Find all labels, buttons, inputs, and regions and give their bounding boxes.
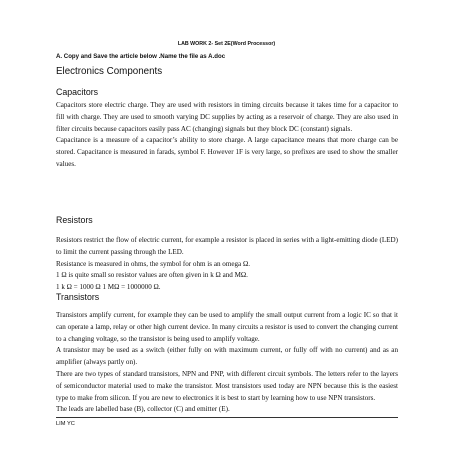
section-body-capacitors xyxy=(56,100,398,171)
paragraph: Resistors restrict the flow of electric current, for example a resistor is placed in series with a light-emitting diode (LED) to limit the current passing through the LED. xyxy=(56,236,398,256)
paragraph: 1 Ω is quite small so resistor values are often given in k Ω and MΩ. xyxy=(56,271,248,280)
paragraph: Capacitance is a measure of a capacitor’s ability to store charge. A large capacitance means that more charge can be stored. Capacitance is measured in farads, symbol F. However 1F is very large, so prefixes are used to show the smaller values. xyxy=(56,136,398,168)
paragraph: A transistor may be used as a switch (either fully on with maximum current, or fully off with no current) and as an amplifier (always partly on). xyxy=(56,346,398,367)
instruction-line: A. Copy and Save the article below .Name the file as A.doc xyxy=(56,53,226,60)
footer-author: LIM YC xyxy=(56,421,75,427)
footer-divider xyxy=(56,417,398,418)
paragraph: Transistors amplify current, for example they can be used to amplify the small output current from a logic IC so that it can operate a lamp, relay or other high current device. In many circuits a resistor is used to convert the changing current to a changing voltage, so the transistor is being used to amplify voltage. xyxy=(56,311,398,343)
section-heading-capacitors: Capacitors xyxy=(56,87,99,97)
section-body-transistors xyxy=(56,310,398,416)
section-heading-transistors: Transistors xyxy=(56,292,100,302)
section-body-resistors xyxy=(56,235,398,294)
paragraph: 1 k Ω = 1000 Ω 1 MΩ = 1000000 Ω. xyxy=(56,283,161,292)
section-heading-resistors: Resistors xyxy=(56,215,93,225)
lab-work-title: LAB WORK 2- Set 2E(Word Processor) xyxy=(177,41,276,47)
paragraph: There are two types of standard transistors, NPN and PNP, with different circuit symbols. The letters refer to the layers of semiconductor material used to make the transistor. Most transistors used today are NPN because this is the easiest type to make from silicon. If you are new to electronics it is best to start by learning how to use NPN transistors. xyxy=(56,369,398,402)
paragraph: Capacitors store electric charge. They are used with resistors in timing circuits because it takes time for a capacitor to fill with charge. They are used to smooth varying DC supplies by acting as a reservoir of charge. They are also used in filter circuits because capacitors easily pass AC (changing) signals but they block DC (constant) signals. xyxy=(56,101,398,133)
paragraph: Resistance is measured in ohms, the symbol for ohm is an omega Ω. xyxy=(56,259,251,268)
document-title: Electronics Components xyxy=(56,66,163,77)
paragraph: The leads are labelled base (B), collector (C) and emitter (E). xyxy=(56,405,230,414)
